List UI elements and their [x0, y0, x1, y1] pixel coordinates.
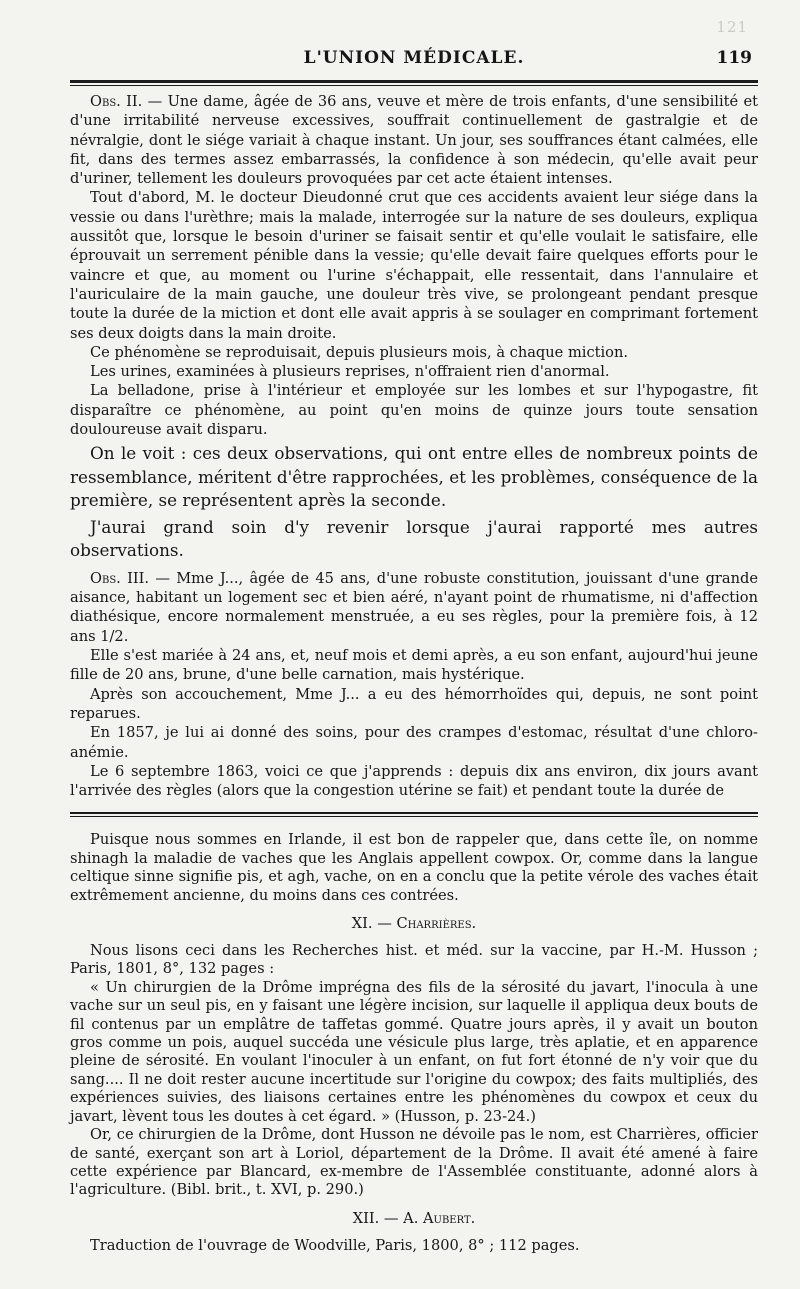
paragraph: Elle s'est mariée à 24 ans, et, neuf mois et demi après, a eu son enfant, aujourd'hui jeune fille de 20 ans, brune, d'une belle carnation, mais hystérique. [70, 647, 758, 684]
paragraph: En 1857, je lui ai donné des soins, pour des crampes d'estomac, résultat d'une chloro-anémie. [70, 724, 758, 761]
feuilleton-text [70, 831, 758, 1255]
paragraph: Traduction de l'ouvrage de Woodville, Paris, 1800, 8° ; 112 pages. [90, 1236, 580, 1254]
obs2-label: Obs. II. [90, 93, 143, 110]
page-number: 119 [716, 48, 752, 68]
obs2-text: — Une dame, âgée de 36 ans, veuve et mère de trois enfants, d'une sensibilité et d'une irritabilité nerveuse excessives, souffrait continuellement de gastralgie et de névralgie, dont le siége variait à chaque instant. Un jour, ses souffrances étant calmées, elle fit, dans des termes assez embarrassés, la confidence à son médecin, qu'elle avait peur d'uriner, tellement les douleurs provoquées par cet acte étaient intenses. [70, 93, 758, 188]
quotation: « Un chirurgien de la Drôme imprégna des fils de la sérosité du javart, l'inocula à une vache sur un seul pis, en y faisant une légère incision, sur laquelle il appliqua deux bouts de fil contenus par un emplâtre de taffetas gommé. Quatre jours après, il y avait un bouton gros comme un pois, auquel succéda une vésicule plus large, très aplatie, et en apparence pleine de sérosité. En voulant l'inoculer à un enfant, on fut fort étonné de n'y voir que du sang.... Il ne doit rester aucune incertitude sur l'origine du cowpox; des faits multipliés, des expériences suivies, des liaisons certaines entre les phénomènes du cowpox et ceux du javart, lèvent tous les doutes à cet égard. » (Husson, p. 23-24.) [70, 978, 758, 1125]
obs2-intro [70, 92, 758, 188]
commentary-paragraph: On le voit : ces deux observations, qui ont entre elles de nombreux points de ressemblance, méritent d'être rapprochées, et les problèmes, conséquence de la première, se représentent après la seconde. [70, 443, 758, 511]
section-name: A. Aubert. [403, 1209, 476, 1227]
section-name: Charrières. [396, 915, 477, 933]
paragraph: Ce phénomène se reproduisait, depuis plusieurs mois, à chaque miction. [90, 343, 628, 361]
paragraph: Tout d'abord, M. le docteur Dieudonné crut que ces accidents avaient leur siége dans la vessie ou dans l'urèthre; mais la malade, interrogée sur la nature de ses douleurs, expliqua aussitôt que, lorsque le besoin d'uriner se faisait sentir et qu'elle voulait le satisfaire, elle éprouvait un serrement pénible dans la vessie; qu'elle devait faire quelques efforts pour le vaincre et que, au moment ou l'urine s'échappait, elle ressentait, dans l'annulaire et l'auriculaire de la main gauche, une douleur très vive, se prolongeant pendant presque toute la durée de la miction et dont elle avait appris à se soulager en comprimant fortement ses deux doigts dans la main droite. [70, 189, 758, 342]
running-title: L'UNION MÉDICALE. [303, 48, 525, 68]
paragraph: Nous lisons ceci dans les Recherches hist. et méd. sur la vaccine, par H.-M. Husson ; Paris, 1801, 8°, 132 pages : [70, 942, 758, 978]
section-number: XI. — [351, 915, 397, 933]
bleed-through-page-number: 121 [716, 18, 748, 36]
running-header [70, 48, 758, 76]
main-text [70, 92, 758, 800]
commentary-paragraph: J'aurai grand soin d'y revenir lorsque j'aurai rapporté mes autres observations. [70, 516, 758, 561]
paragraph: Le 6 septembre 1863, voici ce que j'apprends : depuis dix ans environ, dix jours avant l'arrivée des règles (alors que la congestion utérine se fait) et pendant toute la durée de [70, 762, 758, 800]
paragraph: Puisque nous sommes en Irlande, il est bon de rappeler que, dans cette île, on nomme shinagh la maladie de vaches que les Anglais appellent cowpox. Or, comme dans la langue celtique sinne signifie pis, et agh, vache, on en a conclu que la petite vérole des vaches était extrêmement ancienne, du moins dans ces contrées. [70, 831, 758, 904]
section-number: XII. — [352, 1209, 404, 1227]
obs3-label: Obs. III. [90, 569, 150, 587]
paragraph: La belladone, prise à l'intérieur et employée sur les lombes et sur l'hypogastre, fit disparaître ce phénomène, au point qu'en moins de quinze jours toute sensation douloureuse avait disparu. [70, 382, 758, 439]
feuilleton-separator [70, 812, 758, 817]
section-heading-xii [70, 1210, 758, 1227]
paragraph: Or, ce chirurgien de la Drôme, dont Husson ne dévoile pas le nom, est Charrières, officier de santé, exerçant son art à Loriol, département de la Drôme. Il avait été amené à faire cette expérience par Blancard, ex-membre de l'Assemblée constituante, adonné alors à l'agriculture. (Bibl. brit., t. XVI, p. 290.) [70, 1126, 758, 1199]
obs3-intro [70, 569, 758, 646]
section-heading-xi [70, 915, 758, 932]
paragraph: Les urines, examinées à plusieurs reprises, n'offraient rien d'anormal. [90, 363, 610, 381]
header-rule [70, 80, 758, 86]
paragraph: Après son accouchement, Mme J... a eu des hémorrhoïdes qui, depuis, ne sont point reparues. [70, 685, 758, 722]
obs3-text: — Mme J..., âgée de 45 ans, d'une robuste constitution, jouissant d'une grande aisance, habitant un logement sec et bien aéré, n'ayant point de rhumatisme, ni d'affection diathésique, encore normalement menstruée, a eu ses règles, pour la première fois, à 12 ans 1/2. [70, 569, 758, 645]
